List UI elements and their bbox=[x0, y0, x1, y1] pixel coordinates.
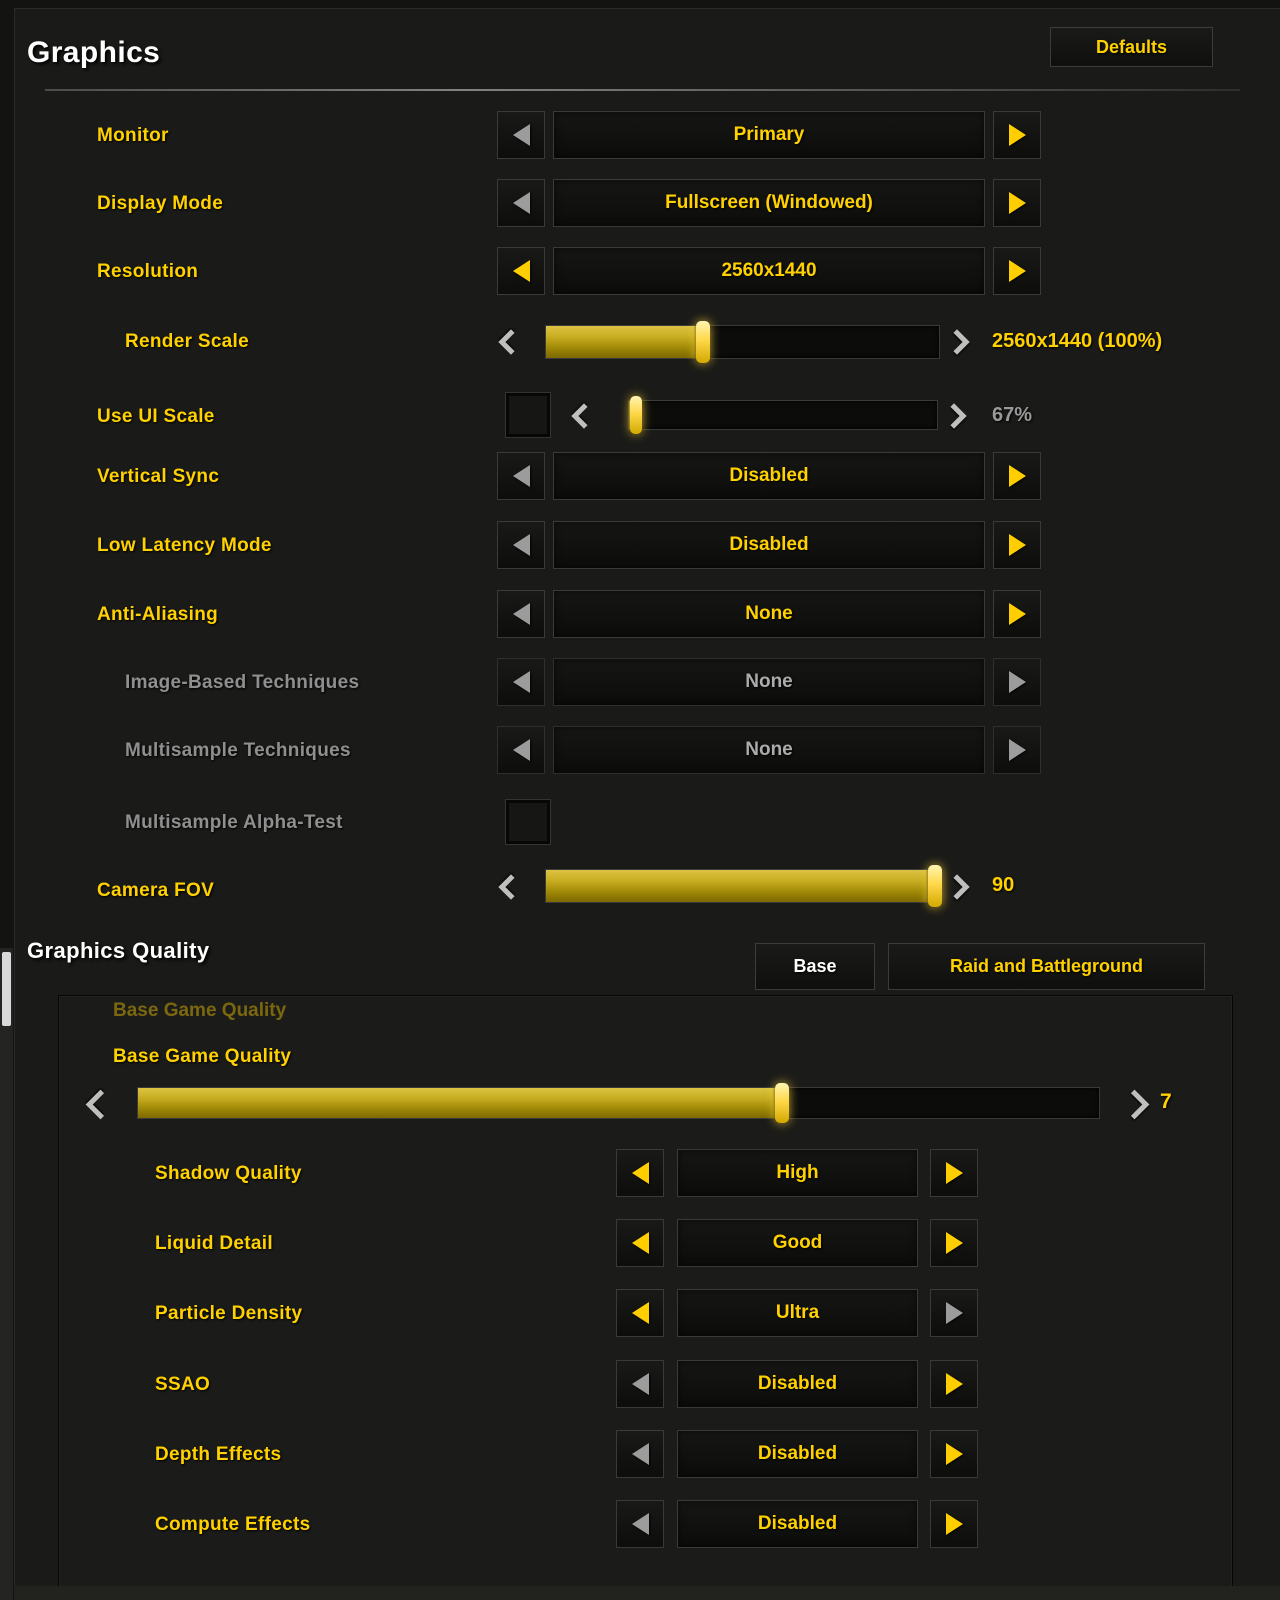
anti-aliasing-next-button[interactable] bbox=[993, 590, 1041, 638]
vertical-sync-value: Disabled bbox=[729, 465, 809, 486]
multisample-alpha-test-checkbox bbox=[506, 800, 550, 844]
resolution-control bbox=[497, 247, 1041, 295]
tab-base[interactable] bbox=[755, 943, 875, 990]
base-quality-value: 7 bbox=[1160, 1090, 1172, 1113]
shadow-quality-control bbox=[616, 1149, 978, 1197]
multisample-dropdown bbox=[553, 726, 985, 774]
ui-scale-value: 67% bbox=[992, 404, 1033, 426]
right-arrow-icon bbox=[1009, 260, 1026, 282]
right-arrow-icon bbox=[1009, 739, 1026, 761]
render-scale-slider-fill bbox=[546, 326, 703, 358]
low-latency-mode-label: Low Latency Mode bbox=[97, 535, 272, 556]
left-arrow-icon bbox=[632, 1513, 649, 1535]
right-arrow-icon bbox=[946, 1232, 963, 1254]
ssao-next-button[interactable] bbox=[930, 1360, 978, 1408]
left-arrow-icon bbox=[513, 465, 530, 487]
multisample-value: None bbox=[745, 739, 793, 760]
anti-aliasing-label: Anti-Aliasing bbox=[97, 604, 219, 625]
right-arrow-icon bbox=[1009, 124, 1026, 146]
depth-effects-dropdown[interactable] bbox=[677, 1430, 918, 1478]
compute-effects-dropdown[interactable] bbox=[677, 1500, 918, 1548]
render-scale-slider-thumb[interactable] bbox=[696, 321, 710, 363]
vertical-sync-label: Vertical Sync bbox=[97, 466, 220, 487]
image-based-dropdown bbox=[553, 658, 985, 706]
left-arrow-icon bbox=[513, 260, 530, 282]
liquid-detail-prev-button[interactable] bbox=[616, 1219, 664, 1267]
ssao-value: Disabled bbox=[757, 1373, 838, 1394]
multisample-next-button bbox=[993, 726, 1041, 774]
anti-aliasing-value: None bbox=[745, 603, 793, 624]
monitor-next-button[interactable] bbox=[993, 111, 1041, 159]
render-scale-slider[interactable] bbox=[545, 325, 940, 359]
depth-effects-prev-button bbox=[616, 1430, 664, 1478]
display-mode-prev-button[interactable] bbox=[497, 179, 545, 227]
ssao-prev-button bbox=[616, 1360, 664, 1408]
particle-density-prev-button[interactable] bbox=[616, 1289, 664, 1337]
anti-aliasing-control bbox=[497, 590, 1041, 638]
image-based-value: None bbox=[745, 671, 793, 692]
tab-base-label: Base bbox=[793, 956, 837, 976]
left-arrow-icon bbox=[632, 1302, 649, 1324]
shadow-quality-label: Shadow Quality bbox=[155, 1163, 302, 1184]
resolution-next-button[interactable] bbox=[993, 247, 1041, 295]
base-quality-slider[interactable] bbox=[137, 1087, 1100, 1119]
right-arrow-icon bbox=[1009, 192, 1026, 214]
base-quality-slider-thumb[interactable] bbox=[775, 1083, 789, 1123]
compute-effects-label: Compute Effects bbox=[155, 1514, 311, 1535]
right-arrow-icon bbox=[946, 1443, 963, 1465]
depth-effects-next-button[interactable] bbox=[930, 1430, 978, 1478]
monitor-value: Primary bbox=[733, 124, 805, 145]
low-latency-dropdown[interactable] bbox=[553, 521, 985, 569]
particle-density-control bbox=[616, 1289, 978, 1337]
compute-effects-next-button[interactable] bbox=[930, 1500, 978, 1548]
use-ui-scale-checkbox[interactable] bbox=[506, 393, 550, 437]
ui-scale-slider-fill bbox=[629, 401, 635, 429]
depth-effects-label: Depth Effects bbox=[155, 1444, 282, 1465]
monitor-label: Monitor bbox=[97, 125, 169, 146]
camera-fov-value: 90 bbox=[992, 874, 1015, 896]
compute-effects-prev-button bbox=[616, 1500, 664, 1548]
resolution-prev-button[interactable] bbox=[497, 247, 545, 295]
camera-fov-slider-fill bbox=[546, 870, 939, 902]
right-arrow-icon bbox=[946, 1513, 963, 1535]
liquid-detail-label: Liquid Detail bbox=[155, 1233, 273, 1254]
resolution-label: Resolution bbox=[97, 261, 199, 282]
left-arrow-icon bbox=[513, 534, 530, 556]
shadow-quality-dropdown[interactable] bbox=[677, 1149, 918, 1197]
multisample-techniques-label: Multisample Techniques bbox=[125, 740, 351, 761]
display-mode-dropdown[interactable] bbox=[553, 179, 985, 227]
liquid-detail-control bbox=[616, 1219, 978, 1267]
right-arrow-icon bbox=[946, 1373, 963, 1395]
shadow-quality-value: High bbox=[776, 1162, 819, 1183]
compute-effects-control bbox=[616, 1500, 978, 1548]
defaults-button[interactable] bbox=[1050, 27, 1213, 67]
vertical-sync-next-button[interactable] bbox=[993, 452, 1041, 500]
particle-density-value: Ultra bbox=[775, 1302, 820, 1323]
left-arrow-icon bbox=[632, 1443, 649, 1465]
page-title: Graphics bbox=[27, 36, 161, 69]
right-arrow-icon bbox=[1009, 465, 1026, 487]
monitor-control bbox=[497, 111, 1041, 159]
liquid-detail-value: Good bbox=[772, 1232, 823, 1253]
anti-aliasing-dropdown[interactable] bbox=[553, 590, 985, 638]
panel-bottom-strip bbox=[14, 1586, 1280, 1600]
ui-scale-slider[interactable] bbox=[628, 400, 938, 430]
shadow-quality-prev-button[interactable] bbox=[616, 1149, 664, 1197]
low-latency-value: Disabled bbox=[729, 534, 809, 555]
vertical-sync-prev-button[interactable] bbox=[497, 452, 545, 500]
display-mode-value: Fullscreen (Windowed) bbox=[665, 192, 873, 213]
monitor-dropdown[interactable] bbox=[553, 111, 985, 159]
shadow-quality-next-button[interactable] bbox=[930, 1149, 978, 1197]
low-latency-mode-control bbox=[497, 521, 1041, 569]
low-latency-prev-button[interactable] bbox=[497, 521, 545, 569]
left-arrow-icon bbox=[513, 124, 530, 146]
display-mode-next-button[interactable] bbox=[993, 179, 1041, 227]
tab-raid-label: Raid and Battleground bbox=[950, 956, 1143, 976]
camera-fov-slider-thumb[interactable] bbox=[928, 865, 942, 907]
resolution-value: 2560x1440 bbox=[721, 260, 817, 281]
tab-raid-and-battleground[interactable] bbox=[888, 943, 1205, 990]
right-arrow-icon bbox=[946, 1162, 963, 1184]
resolution-dropdown[interactable] bbox=[553, 247, 985, 295]
graphics-quality-title: Graphics Quality bbox=[27, 938, 210, 963]
particle-density-dropdown[interactable] bbox=[677, 1289, 918, 1337]
base-game-quality-label: Base Game Quality bbox=[113, 1046, 292, 1067]
camera-fov-label: Camera FOV bbox=[97, 880, 215, 901]
depth-effects-value: Disabled bbox=[757, 1443, 838, 1464]
monitor-prev-button[interactable] bbox=[497, 111, 545, 159]
compute-effects-value: Disabled bbox=[757, 1513, 838, 1534]
low-latency-next-button[interactable] bbox=[993, 521, 1041, 569]
render-scale-label: Render Scale bbox=[125, 331, 249, 352]
ui-scale-slider-thumb[interactable] bbox=[630, 396, 642, 434]
liquid-detail-dropdown[interactable] bbox=[677, 1219, 918, 1267]
image-based-techniques-label: Image-Based Techniques bbox=[125, 672, 360, 693]
vertical-sync-control bbox=[497, 452, 1041, 500]
left-arrow-icon bbox=[632, 1162, 649, 1184]
particle-density-next-button bbox=[930, 1289, 978, 1337]
ssao-label: SSAO bbox=[155, 1374, 211, 1395]
image-based-techniques-control bbox=[497, 658, 1041, 706]
base-quality-slider-fill bbox=[138, 1088, 782, 1118]
multisample-techniques-control bbox=[497, 726, 1041, 774]
camera-fov-slider[interactable] bbox=[545, 869, 940, 903]
right-arrow-icon bbox=[1009, 534, 1026, 556]
vertical-sync-dropdown[interactable] bbox=[553, 452, 985, 500]
right-arrow-icon bbox=[946, 1302, 963, 1324]
right-arrow-icon bbox=[1009, 603, 1026, 625]
display-mode-label: Display Mode bbox=[97, 193, 224, 214]
defaults-button-label: Defaults bbox=[1095, 36, 1167, 57]
particle-density-label: Particle Density bbox=[155, 1303, 303, 1324]
display-mode-control bbox=[497, 179, 1041, 227]
anti-aliasing-prev-button[interactable] bbox=[497, 590, 545, 638]
ssao-dropdown[interactable] bbox=[677, 1360, 918, 1408]
clipped-scrolled-text: Base Game Quality bbox=[113, 1000, 287, 1021]
left-arrow-icon bbox=[513, 739, 530, 761]
left-arrow-icon bbox=[632, 1373, 649, 1395]
ssao-control bbox=[616, 1360, 978, 1408]
image-based-prev-button bbox=[497, 658, 545, 706]
image-based-next-button bbox=[993, 658, 1041, 706]
left-arrow-icon bbox=[513, 671, 530, 693]
left-arrow-icon bbox=[513, 603, 530, 625]
right-arrow-icon bbox=[1009, 671, 1026, 693]
use-ui-scale-label: Use UI Scale bbox=[97, 406, 215, 427]
depth-effects-control bbox=[616, 1430, 978, 1478]
left-arrow-icon bbox=[632, 1232, 649, 1254]
left-arrow-icon bbox=[513, 192, 530, 214]
liquid-detail-next-button[interactable] bbox=[930, 1219, 978, 1267]
left-scrollbar-thumb[interactable] bbox=[2, 952, 11, 1026]
header-divider bbox=[45, 89, 1240, 91]
render-scale-value: 2560x1440 (100%) bbox=[992, 330, 1163, 352]
left-scrollbar-track[interactable] bbox=[0, 948, 13, 1600]
multisample-prev-button bbox=[497, 726, 545, 774]
multisample-alpha-test-label: Multisample Alpha-Test bbox=[125, 812, 343, 833]
